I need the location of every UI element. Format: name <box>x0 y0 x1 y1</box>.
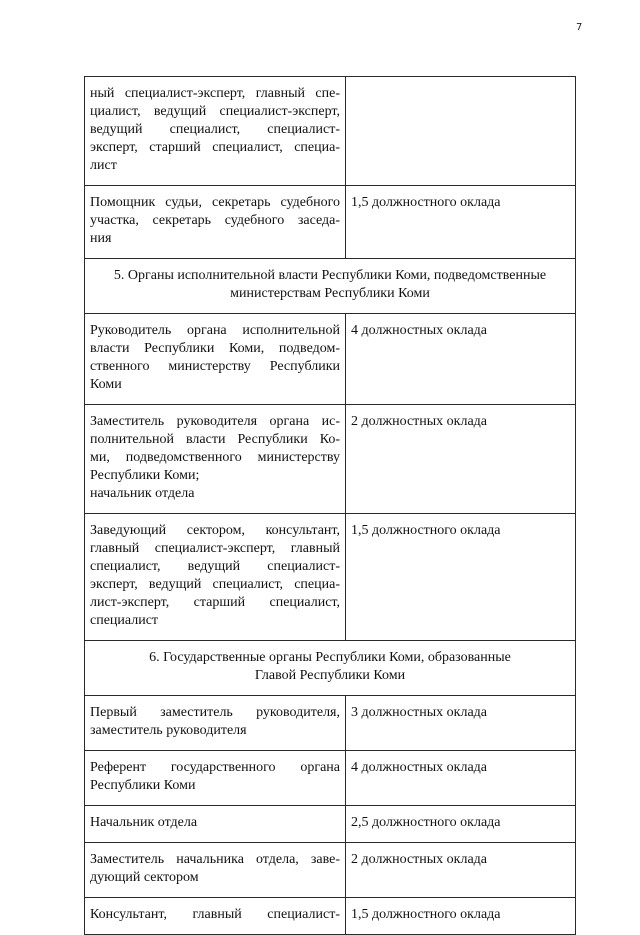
position-line: заместитель руководителя <box>90 723 247 738</box>
position-line: участка, секретарь судебного заседа- <box>90 213 340 228</box>
section-heading-line: 5. Органы исполнительной власти Республики Коми, подведомственные <box>113 268 547 283</box>
position-line: Помощник судьи, секретарь судебного <box>90 195 340 210</box>
position-cell <box>85 751 346 806</box>
section-header-row <box>85 259 576 314</box>
position-cell <box>85 898 346 935</box>
position-line: полнительной власти Республики Ко- <box>90 432 340 447</box>
allowance-cell: 1,5 должностного оклада <box>346 186 576 259</box>
position-cell <box>85 843 346 898</box>
position-line: ния <box>90 231 112 246</box>
position-line: Заместитель руководителя органа ис- <box>90 414 340 429</box>
table-row <box>85 751 576 806</box>
section-heading <box>85 259 576 314</box>
position-line: циалист, ведущий специалист-эксперт, <box>90 104 340 119</box>
salary-table <box>84 76 576 935</box>
allowance-cell: 4 должностных оклада <box>346 751 576 806</box>
position-line: специалист, ведущий специалист- <box>90 559 340 574</box>
position-line: власти Республики Коми, подведом- <box>90 341 340 356</box>
position-line: эксперт, ведущий специалист, специа- <box>90 577 340 592</box>
position-line: Начальник отдела <box>90 815 198 830</box>
position-line: ведущий специалист, специалист- <box>90 122 340 137</box>
position-line: Консультант, главный специалист- <box>90 907 340 922</box>
position-line: дующий сектором <box>90 870 199 885</box>
table-row <box>85 186 576 259</box>
section-heading-line: Главой Республики Коми <box>254 668 406 683</box>
section-heading-line: 6. Государственные органы Республики Коми, образованные <box>149 650 511 665</box>
position-line: Республики Коми; <box>90 468 200 483</box>
allowance-cell: 3 должностных оклада <box>346 696 576 751</box>
position-cell <box>85 405 346 514</box>
position-cell <box>85 696 346 751</box>
position-cell <box>85 806 346 843</box>
table-row <box>85 696 576 751</box>
table-row <box>85 314 576 405</box>
position-line: лист <box>90 158 117 173</box>
table-row <box>85 898 576 935</box>
position-line: эксперт, старший специалист, специа- <box>90 140 340 155</box>
allowance-cell: 2 должностных оклада <box>346 405 576 514</box>
page-number: 7 <box>576 22 583 33</box>
position-line: Коми <box>90 377 122 392</box>
table-row <box>85 514 576 641</box>
position-line: Руководитель органа исполнительной <box>90 323 340 338</box>
allowance-cell: 1,5 должностного оклада <box>346 898 576 935</box>
position-cell <box>85 77 346 186</box>
position-line: ный специалист-эксперт, главный спе- <box>90 86 340 101</box>
position-cell <box>85 186 346 259</box>
position-line: главный специалист-эксперт, главный <box>90 541 340 556</box>
allowance-cell <box>346 77 576 186</box>
position-line: специалист <box>90 613 159 628</box>
position-line: Республики Коми <box>90 778 196 793</box>
position-line: лист-эксперт, старший специалист, <box>90 595 340 610</box>
position-line: ми, подведомственного министерству <box>90 450 340 465</box>
section-heading-line: министерствам Республики Коми <box>230 286 430 301</box>
table-row <box>85 405 576 514</box>
table-row <box>85 77 576 186</box>
section-heading <box>85 641 576 696</box>
position-line: начальник отдела <box>90 486 195 501</box>
position-line: ственного министерству Республики <box>90 359 340 374</box>
allowance-cell: 4 должностных оклада <box>346 314 576 405</box>
allowance-cell: 2 должностных оклада <box>346 843 576 898</box>
table-row <box>85 843 576 898</box>
section-header-row <box>85 641 576 696</box>
table-row <box>85 806 576 843</box>
position-line: Заведующий сектором, консультант, <box>90 523 340 538</box>
position-line: Референт государственного органа <box>90 760 340 775</box>
allowance-cell: 2,5 должностного оклада <box>346 806 576 843</box>
position-cell <box>85 314 346 405</box>
position-line: Первый заместитель руководителя, <box>90 705 340 720</box>
position-line: Заместитель начальника отдела, заве- <box>90 852 340 867</box>
allowance-cell: 1,5 должностного оклада <box>346 514 576 641</box>
position-cell <box>85 514 346 641</box>
